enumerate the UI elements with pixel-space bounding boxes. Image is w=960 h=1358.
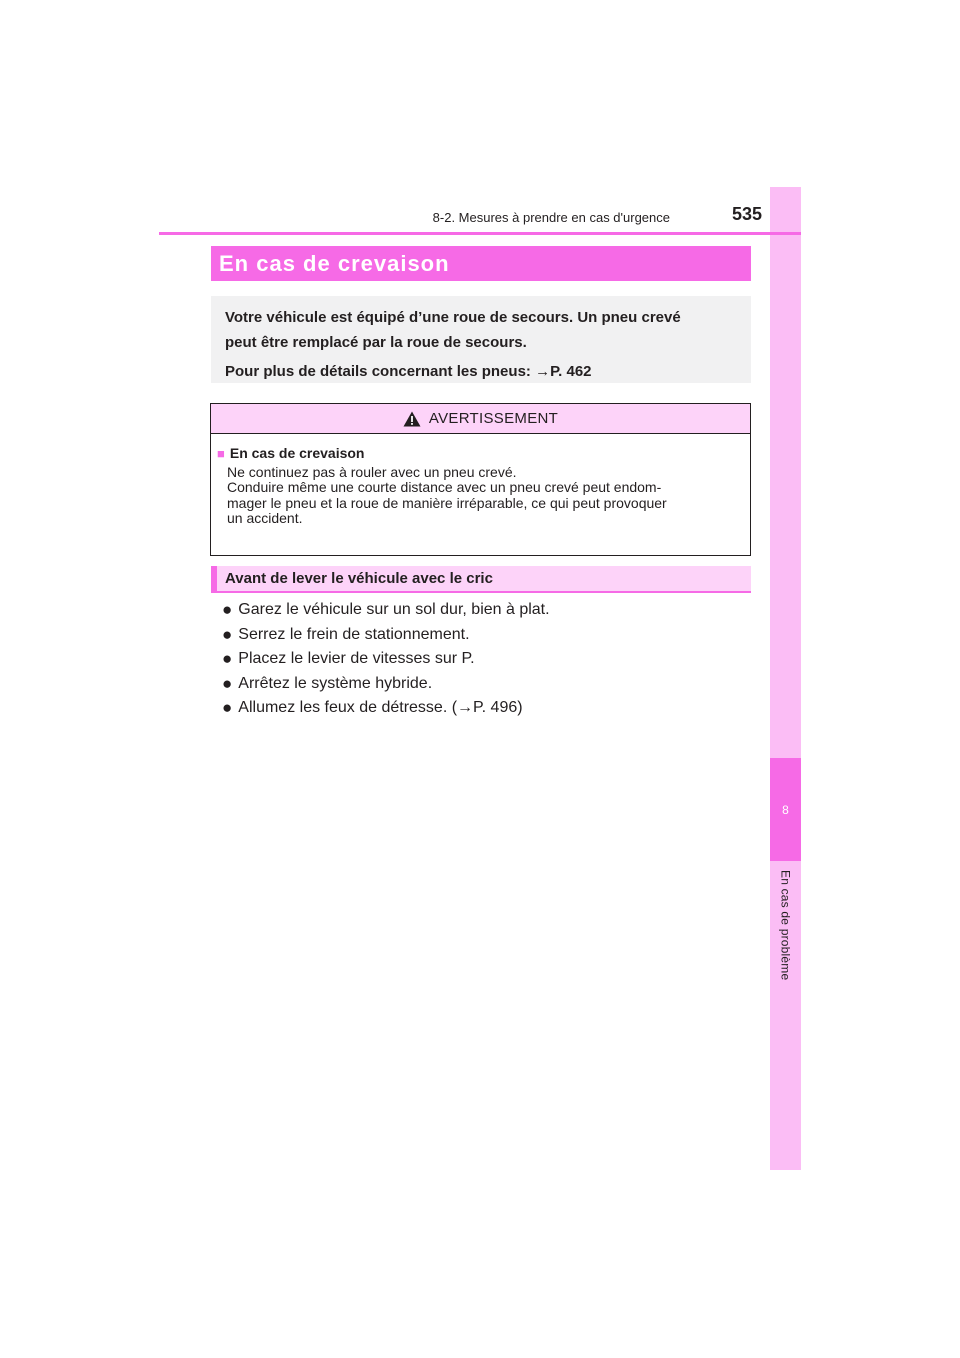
round-bullet-icon: ● [222, 600, 233, 620]
list-item: ● Placez le levier de vitesses sur P. [222, 649, 475, 669]
section-header: 8-2. Mesures à prendre en cas d'urgence [432, 210, 670, 225]
warning-line: Conduire même une courte distance avec un pneu crevé peut endom- [227, 479, 662, 496]
side-tab [770, 187, 801, 1170]
square-bullet-icon: ■ [217, 446, 225, 461]
warning-title: En cas de crevaison [229, 445, 365, 461]
warning-title-row [217, 446, 740, 462]
intro-line: peut être remplacé par la roue de secours. [225, 334, 527, 351]
round-bullet-icon: ● [222, 649, 233, 669]
warning-triangle-icon [403, 411, 421, 427]
warning-text [227, 465, 740, 527]
header-rule [159, 232, 801, 235]
round-bullet-icon: ● [222, 673, 233, 693]
warning-box [210, 403, 751, 556]
list-item: ● Garez le véhicule sur un sol dur, bien à plat. [222, 600, 550, 620]
list-item: ● Serrez le frein de stationnement. [222, 624, 470, 644]
round-bullet-icon: ● [222, 624, 233, 644]
chapter-number: 8 [770, 758, 801, 861]
warning-header-label: AVERTISSEMENT [428, 410, 559, 427]
warning-body [211, 434, 750, 527]
list-item: ● Allumez les feux de détresse. (→P. 496) [222, 698, 523, 718]
checklist [222, 598, 550, 721]
warning-line: Ne continuez pas à rouler avec un pneu crevé. [227, 463, 517, 480]
intro-line: Votre véhicule est équipé d’une roue de secours. Un pneu crevé [225, 309, 681, 326]
intro-reference: Pour plus de détails concernant les pneus: →P. 462 [225, 363, 592, 380]
page-number: 535 [731, 204, 762, 224]
intro-box [211, 296, 751, 383]
subsection-heading [211, 566, 751, 593]
round-bullet-icon: ● [222, 698, 233, 718]
warning-line: mager le pneu et la roue de manière irréparable, ce qui peut provoquer [227, 494, 667, 511]
warning-line: un accident. [227, 510, 303, 527]
page-title: En cas de crevaison [219, 250, 450, 276]
list-item: ● Arrêtez le système hybride. [222, 673, 433, 693]
warning-header [211, 404, 750, 434]
page-title-bar [211, 246, 751, 281]
subsection-title: Avant de lever le véhicule avec le cric [225, 570, 493, 587]
chapter-label: En cas de problème [778, 870, 793, 981]
